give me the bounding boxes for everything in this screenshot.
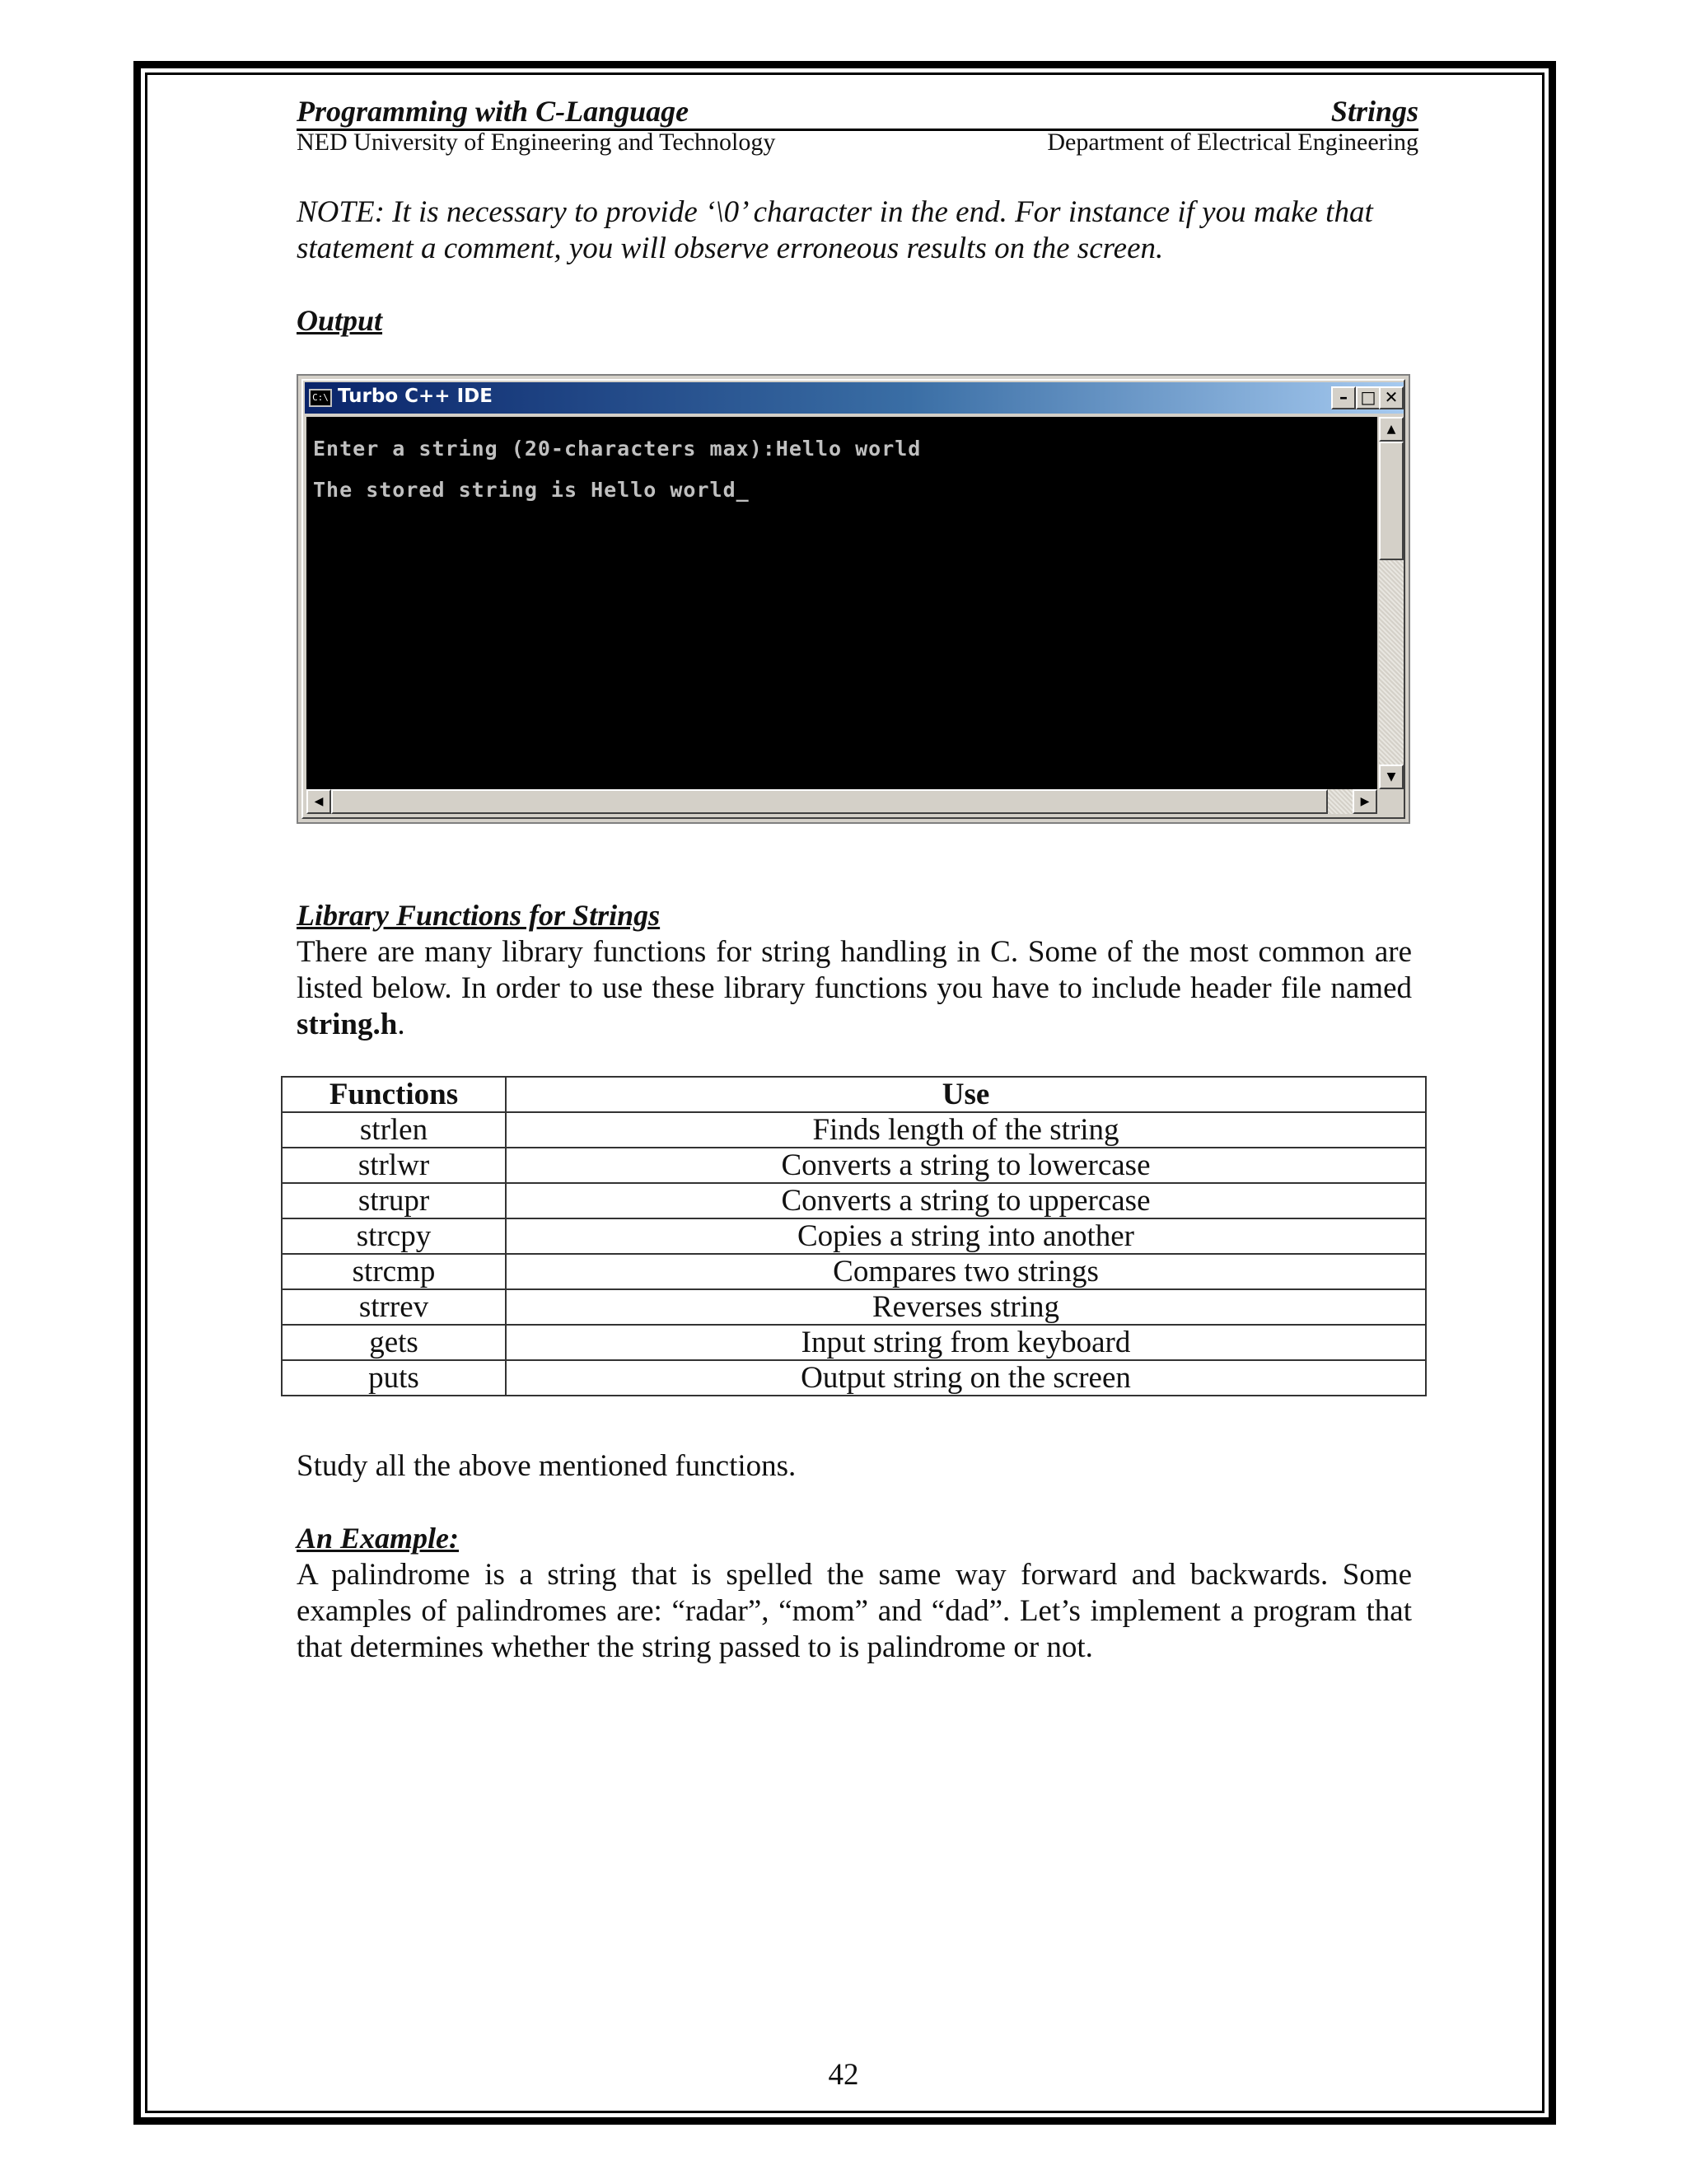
function-use: Output string on the screen bbox=[506, 1360, 1426, 1396]
vertical-scroll-thumb[interactable] bbox=[1379, 442, 1404, 560]
scroll-left-button[interactable] bbox=[306, 789, 331, 814]
maximize-icon: □ bbox=[1360, 387, 1376, 407]
table-header-row bbox=[282, 1077, 1426, 1112]
library-intro bbox=[297, 934, 1412, 1043]
table-row bbox=[282, 1254, 1426, 1289]
course-title: Programming with C-Language bbox=[297, 95, 689, 128]
function-use: Reverses string bbox=[506, 1289, 1426, 1325]
example-heading: An Example: bbox=[297, 1522, 460, 1555]
function-use: Input string from keyboard bbox=[506, 1325, 1426, 1360]
note-paragraph: NOTE: It is necessary to provide ‘\0’ character in the end. For instance if you make that statement a comment, you will observe erroneous results on the screen. bbox=[297, 195, 1373, 265]
console-icon: C:\ bbox=[309, 389, 332, 407]
function-use: Converts a string to uppercase bbox=[506, 1183, 1426, 1218]
vertical-scrollbar[interactable] bbox=[1379, 417, 1404, 789]
chapter-title: Strings bbox=[1330, 95, 1418, 128]
console-line: Enter a string (20-characters max):Hello world bbox=[313, 437, 922, 461]
table-row bbox=[282, 1183, 1426, 1218]
table-row bbox=[282, 1360, 1426, 1396]
page-number: 42 bbox=[828, 2058, 859, 2092]
horizontal-scrollbar[interactable] bbox=[306, 789, 1377, 814]
function-use: Finds length of the string bbox=[506, 1112, 1426, 1148]
console-window bbox=[297, 374, 1410, 824]
function-name: puts bbox=[282, 1360, 506, 1396]
function-name: strcpy bbox=[282, 1218, 506, 1254]
console-screen[interactable] bbox=[306, 417, 1377, 789]
function-name: strupr bbox=[282, 1183, 506, 1218]
title-bar[interactable] bbox=[305, 382, 1404, 414]
function-use: Compares two strings bbox=[506, 1254, 1426, 1289]
horizontal-scroll-thumb[interactable] bbox=[331, 789, 1328, 814]
function-name: strrev bbox=[282, 1289, 506, 1325]
header-file-name: string.h bbox=[297, 1008, 398, 1041]
column-header-functions: Functions bbox=[282, 1077, 506, 1112]
triangle-left-icon: ◀ bbox=[314, 795, 324, 808]
running-header bbox=[297, 92, 1418, 131]
close-icon: ✕ bbox=[1384, 387, 1399, 407]
function-name: gets bbox=[282, 1325, 506, 1360]
scroll-up-button[interactable] bbox=[1379, 417, 1404, 442]
table-row bbox=[282, 1289, 1426, 1325]
resize-grip-icon[interactable] bbox=[1379, 789, 1404, 814]
minimize-icon: – bbox=[1339, 387, 1348, 407]
function-use: Converts a string to lowercase bbox=[506, 1148, 1426, 1183]
triangle-down-icon: ▼ bbox=[1386, 770, 1396, 783]
university-name: NED University of Engineering and Technology bbox=[297, 129, 776, 156]
library-heading: Library Functions for Strings bbox=[297, 899, 661, 932]
console-line: The stored string is Hello world_ bbox=[313, 478, 750, 502]
table-row bbox=[282, 1218, 1426, 1254]
close-button[interactable] bbox=[1379, 386, 1404, 409]
functions-table bbox=[281, 1076, 1427, 1396]
output-heading: Output bbox=[297, 304, 383, 337]
table-row bbox=[282, 1112, 1426, 1148]
function-name: strlwr bbox=[282, 1148, 506, 1183]
triangle-up-icon: ▲ bbox=[1386, 423, 1396, 436]
example-paragraph: A palindrome is a string that is spelled the same way forward and backwards. Some examples of palindromes are: “radar”, “mom” and “dad”. Let’s implement a program that that determines whether the string passed to is palindrome or not. bbox=[297, 1558, 1412, 1664]
column-header-use: Use bbox=[506, 1077, 1426, 1112]
maximize-button[interactable] bbox=[1356, 386, 1381, 409]
department-name: Department of Electrical Engineering bbox=[1047, 129, 1418, 156]
function-name: strlen bbox=[282, 1112, 506, 1148]
scroll-right-button[interactable] bbox=[1353, 789, 1377, 814]
triangle-right-icon: ▶ bbox=[1360, 795, 1370, 808]
table-row bbox=[282, 1325, 1426, 1360]
function-name: strcmp bbox=[282, 1254, 506, 1289]
scroll-down-button[interactable] bbox=[1379, 765, 1404, 789]
minimize-button[interactable] bbox=[1331, 386, 1356, 409]
study-instruction: Study all the above mentioned functions. bbox=[297, 1449, 797, 1483]
library-intro-text: There are many library functions for string handling in C. Some of the most common are listed below. In order to use these library functions you have to include header file named bbox=[297, 935, 1412, 1005]
table-row bbox=[282, 1148, 1426, 1183]
window-title: Turbo C++ IDE bbox=[338, 386, 493, 407]
function-use: Copies a string into another bbox=[506, 1218, 1426, 1254]
library-intro-end: . bbox=[397, 1008, 405, 1041]
